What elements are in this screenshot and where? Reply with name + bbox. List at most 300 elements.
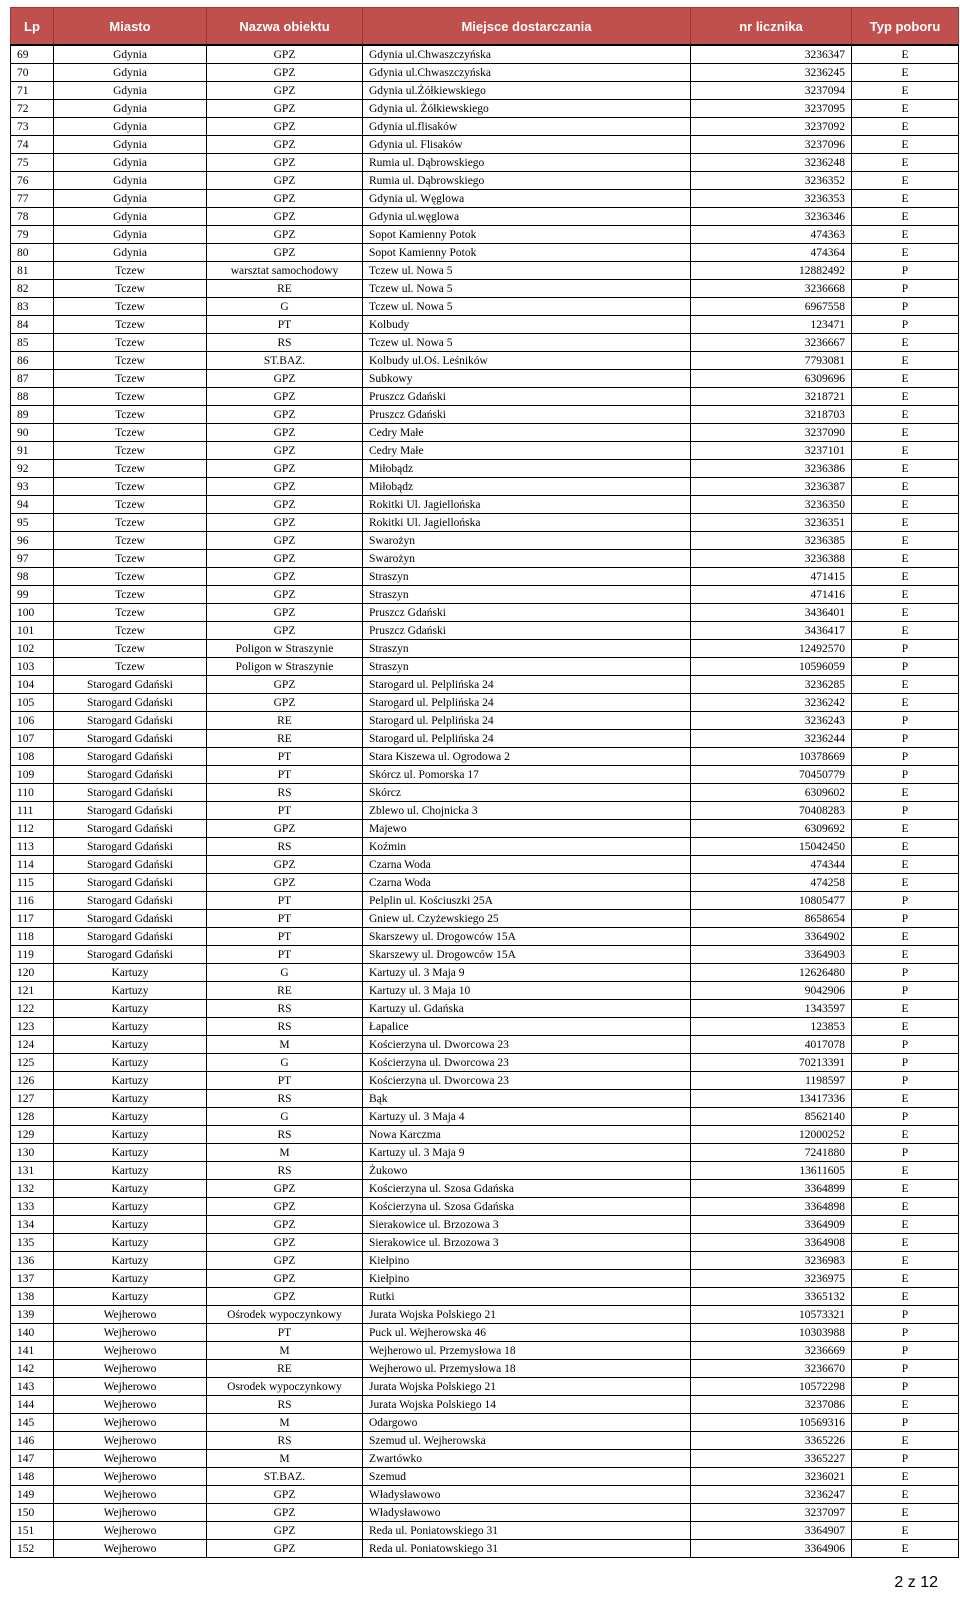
cell-nazwa-obiektu: PT [207, 892, 363, 910]
cell-lp: 146 [11, 1432, 54, 1450]
table-row [11, 208, 959, 226]
cell-nazwa-obiektu: PT [207, 748, 363, 766]
cell-miejsce-dostarczania: Pruszcz Gdański [363, 622, 691, 640]
cell-miasto: Tczew [54, 298, 207, 316]
cell-miasto: Tczew [54, 316, 207, 334]
cell-nr-licznika: 4017078 [691, 1036, 852, 1054]
table-row [11, 568, 959, 586]
cell-nr-licznika: 474364 [691, 244, 852, 262]
cell-nr-licznika: 6309602 [691, 784, 852, 802]
cell-nazwa-obiektu: GPZ [207, 64, 363, 82]
cell-nr-licznika: 3236285 [691, 676, 852, 694]
cell-lp: 152 [11, 1540, 54, 1558]
cell-typ-poboru: P [852, 1306, 959, 1324]
cell-miejsce-dostarczania: Koźmin [363, 838, 691, 856]
cell-typ-poboru: E [852, 1216, 959, 1234]
cell-nr-licznika: 3436417 [691, 622, 852, 640]
cell-typ-poboru: E [852, 946, 959, 964]
cell-lp: 115 [11, 874, 54, 892]
cell-nazwa-obiektu: GPZ [207, 604, 363, 622]
table-row [11, 1396, 959, 1414]
cell-nr-licznika: 9042906 [691, 982, 852, 1000]
cell-nazwa-obiektu: PT [207, 928, 363, 946]
cell-lp: 130 [11, 1144, 54, 1162]
cell-nazwa-obiektu: PT [207, 910, 363, 928]
cell-miasto: Starogard Gdański [54, 820, 207, 838]
cell-miejsce-dostarczania: Gniew ul. Czyżewskiego 25 [363, 910, 691, 928]
cell-typ-poboru: P [852, 262, 959, 280]
table-row [11, 1000, 959, 1018]
cell-lp: 109 [11, 766, 54, 784]
cell-lp: 127 [11, 1090, 54, 1108]
cell-nr-licznika: 8658654 [691, 910, 852, 928]
table-row [11, 136, 959, 154]
cell-miejsce-dostarczania: Kolbudy ul.Oś. Leśników [363, 352, 691, 370]
table-row [11, 388, 959, 406]
cell-nazwa-obiektu: GPZ [207, 1504, 363, 1522]
table-row [11, 748, 959, 766]
cell-typ-poboru: E [852, 1198, 959, 1216]
cell-nr-licznika: 3236670 [691, 1360, 852, 1378]
cell-lp: 129 [11, 1126, 54, 1144]
cell-nazwa-obiektu: GPZ [207, 244, 363, 262]
cell-miasto: Gdynia [54, 226, 207, 244]
cell-nazwa-obiektu: warsztat samochodowy [207, 262, 363, 280]
cell-miejsce-dostarczania: Straszyn [363, 568, 691, 586]
cell-nr-licznika: 3236350 [691, 496, 852, 514]
cell-miasto: Gdynia [54, 244, 207, 262]
cell-miejsce-dostarczania: Starogard ul. Pelplińska 24 [363, 712, 691, 730]
table-row [11, 586, 959, 604]
cell-nr-licznika: 3364908 [691, 1234, 852, 1252]
cell-typ-poboru: P [852, 1378, 959, 1396]
cell-typ-poboru: P [852, 1054, 959, 1072]
cell-nazwa-obiektu: GPZ [207, 424, 363, 442]
table-row [11, 1414, 959, 1432]
cell-lp: 141 [11, 1342, 54, 1360]
cell-typ-poboru: P [852, 1036, 959, 1054]
cell-lp: 86 [11, 352, 54, 370]
cell-typ-poboru: P [852, 1450, 959, 1468]
cell-miasto: Wejherowo [54, 1324, 207, 1342]
cell-lp: 82 [11, 280, 54, 298]
cell-nazwa-obiektu: GPZ [207, 154, 363, 172]
cell-miasto: Kartuzy [54, 1018, 207, 1036]
table-row [11, 1144, 959, 1162]
cell-nazwa-obiektu: GPZ [207, 208, 363, 226]
cell-nr-licznika: 3364898 [691, 1198, 852, 1216]
cell-typ-poboru: P [852, 1108, 959, 1126]
cell-miejsce-dostarczania: Swarożyn [363, 550, 691, 568]
cell-miejsce-dostarczania: Wejherowo ul. Przemysłowa 18 [363, 1342, 691, 1360]
cell-miejsce-dostarczania: Łapalice [363, 1018, 691, 1036]
cell-nr-licznika: 471416 [691, 586, 852, 604]
cell-lp: 80 [11, 244, 54, 262]
table-row [11, 856, 959, 874]
cell-typ-poboru: P [852, 280, 959, 298]
cell-nazwa-obiektu: ST.BAZ. [207, 352, 363, 370]
cell-miasto: Gdynia [54, 136, 207, 154]
cell-nr-licznika: 10596059 [691, 658, 852, 676]
cell-miejsce-dostarczania: Pelplin ul. Kościuszki 25A [363, 892, 691, 910]
cell-nazwa-obiektu: GPZ [207, 514, 363, 532]
cell-lp: 123 [11, 1018, 54, 1036]
cell-lp: 77 [11, 190, 54, 208]
cell-nazwa-obiektu: PT [207, 1324, 363, 1342]
table-row [11, 1126, 959, 1144]
cell-miasto: Starogard Gdański [54, 676, 207, 694]
cell-miasto: Kartuzy [54, 964, 207, 982]
cell-miasto: Starogard Gdański [54, 838, 207, 856]
cell-typ-poboru: E [852, 820, 959, 838]
cell-miasto: Tczew [54, 388, 207, 406]
cell-typ-poboru: E [852, 352, 959, 370]
cell-typ-poboru: P [852, 658, 959, 676]
cell-nr-licznika: 12626480 [691, 964, 852, 982]
cell-miejsce-dostarczania: Sopot Kamienny Potok [363, 226, 691, 244]
cell-lp: 138 [11, 1288, 54, 1306]
cell-nr-licznika: 3236242 [691, 694, 852, 712]
cell-typ-poboru: E [852, 622, 959, 640]
table-row [11, 514, 959, 532]
cell-typ-poboru: E [852, 856, 959, 874]
table-row [11, 946, 959, 964]
cell-lp: 79 [11, 226, 54, 244]
cell-nr-licznika: 3237095 [691, 100, 852, 118]
cell-lp: 84 [11, 316, 54, 334]
cell-typ-poboru: P [852, 316, 959, 334]
cell-typ-poboru: P [852, 730, 959, 748]
cell-nazwa-obiektu: GPZ [207, 1522, 363, 1540]
cell-lp: 139 [11, 1306, 54, 1324]
table-row [11, 1108, 959, 1126]
table-row [11, 892, 959, 910]
cell-nr-licznika: 123471 [691, 316, 852, 334]
cell-nazwa-obiektu: RS [207, 1018, 363, 1036]
cell-nr-licznika: 3236386 [691, 460, 852, 478]
cell-typ-poboru: E [852, 244, 959, 262]
cell-nazwa-obiektu: GPZ [207, 550, 363, 568]
cell-nr-licznika: 3236387 [691, 478, 852, 496]
cell-lp: 69 [11, 45, 54, 64]
cell-typ-poboru: P [852, 982, 959, 1000]
cell-miasto: Kartuzy [54, 1180, 207, 1198]
table-row [11, 766, 959, 784]
cell-nazwa-obiektu: M [207, 1144, 363, 1162]
cell-miejsce-dostarczania: Kościerzyna ul. Dworcowa 23 [363, 1054, 691, 1072]
table-row [11, 712, 959, 730]
cell-miejsce-dostarczania: Sierakowice ul. Brzozowa 3 [363, 1234, 691, 1252]
cell-nazwa-obiektu: RS [207, 1396, 363, 1414]
cell-nr-licznika: 3436401 [691, 604, 852, 622]
cell-lp: 71 [11, 82, 54, 100]
cell-nr-licznika: 3236245 [691, 64, 852, 82]
table-row [11, 1540, 959, 1558]
cell-nr-licznika: 474363 [691, 226, 852, 244]
cell-typ-poboru: E [852, 604, 959, 622]
cell-miejsce-dostarczania: Gdynia ul.flisaków [363, 118, 691, 136]
cell-miasto: Kartuzy [54, 1162, 207, 1180]
cell-nazwa-obiektu: GPZ [207, 676, 363, 694]
cell-miejsce-dostarczania: Cedry Małe [363, 424, 691, 442]
cell-miejsce-dostarczania: Kartuzy ul. 3 Maja 10 [363, 982, 691, 1000]
cell-typ-poboru: E [852, 172, 959, 190]
table-row [11, 838, 959, 856]
cell-nazwa-obiektu: GPZ [207, 100, 363, 118]
cell-lp: 121 [11, 982, 54, 1000]
cell-lp: 133 [11, 1198, 54, 1216]
cell-nr-licznika: 12000252 [691, 1126, 852, 1144]
table-row [11, 874, 959, 892]
cell-nr-licznika: 3365227 [691, 1450, 852, 1468]
cell-typ-poboru: E [852, 694, 959, 712]
cell-miasto: Wejherowo [54, 1306, 207, 1324]
cell-nazwa-obiektu: GPZ [207, 406, 363, 424]
cell-miejsce-dostarczania: Starogard ul. Pelplińska 24 [363, 676, 691, 694]
cell-miejsce-dostarczania: Skarszewy ul. Drogowców 15A [363, 946, 691, 964]
cell-typ-poboru: E [852, 496, 959, 514]
cell-miejsce-dostarczania: Majewo [363, 820, 691, 838]
cell-lp: 74 [11, 136, 54, 154]
cell-lp: 126 [11, 1072, 54, 1090]
cell-nazwa-obiektu: RS [207, 1090, 363, 1108]
table-row [11, 316, 959, 334]
cell-miasto: Tczew [54, 280, 207, 298]
cell-typ-poboru: E [852, 1504, 959, 1522]
table-row [11, 1234, 959, 1252]
table-row [11, 982, 959, 1000]
cell-lp: 131 [11, 1162, 54, 1180]
table-row [11, 1432, 959, 1450]
table-row [11, 1036, 959, 1054]
table-row [11, 1018, 959, 1036]
cell-lp: 93 [11, 478, 54, 496]
cell-typ-poboru: P [852, 748, 959, 766]
cell-lp: 151 [11, 1522, 54, 1540]
cell-typ-poboru: E [852, 1288, 959, 1306]
table-row [11, 352, 959, 370]
cell-nazwa-obiektu: GPZ [207, 1234, 363, 1252]
cell-miejsce-dostarczania: Wejherowo ul. Przemysłowa 18 [363, 1360, 691, 1378]
table-row [11, 550, 959, 568]
cell-lp: 107 [11, 730, 54, 748]
cell-miejsce-dostarczania: Starogard ul. Pelplińska 24 [363, 730, 691, 748]
cell-miasto: Wejherowo [54, 1432, 207, 1450]
cell-typ-poboru: P [852, 910, 959, 928]
table-row [11, 1522, 959, 1540]
cell-miejsce-dostarczania: Gdynia ul.węglowa [363, 208, 691, 226]
cell-miejsce-dostarczania: Puck ul. Wejherowska 46 [363, 1324, 691, 1342]
cell-nazwa-obiektu: GPZ [207, 874, 363, 892]
cell-miasto: Wejherowo [54, 1414, 207, 1432]
cell-typ-poboru: P [852, 1360, 959, 1378]
cell-lp: 78 [11, 208, 54, 226]
cell-nr-licznika: 3236667 [691, 334, 852, 352]
cell-lp: 89 [11, 406, 54, 424]
cell-nr-licznika: 3236351 [691, 514, 852, 532]
cell-miasto: Starogard Gdański [54, 928, 207, 946]
table-header-row [11, 8, 959, 46]
cell-lp: 99 [11, 586, 54, 604]
cell-lp: 143 [11, 1378, 54, 1396]
table-row [11, 928, 959, 946]
cell-nazwa-obiektu: G [207, 1108, 363, 1126]
cell-lp: 118 [11, 928, 54, 946]
cell-nr-licznika: 3237090 [691, 424, 852, 442]
cell-miasto: Kartuzy [54, 1090, 207, 1108]
table-row [11, 1288, 959, 1306]
cell-typ-poboru: E [852, 1270, 959, 1288]
cell-miejsce-dostarczania: Tczew ul. Nowa 5 [363, 280, 691, 298]
cell-nazwa-obiektu: GPZ [207, 1540, 363, 1558]
cell-lp: 73 [11, 118, 54, 136]
cell-lp: 125 [11, 1054, 54, 1072]
cell-miasto: Kartuzy [54, 1234, 207, 1252]
cell-miejsce-dostarczania: Rumia ul. Dąbrowskiego [363, 172, 691, 190]
cell-miejsce-dostarczania: Gdynia ul.Chwaszczyńska [363, 45, 691, 64]
table-row [11, 496, 959, 514]
cell-nazwa-obiektu: GPZ [207, 856, 363, 874]
cell-nr-licznika: 3237094 [691, 82, 852, 100]
cell-miejsce-dostarczania: Miłobądz [363, 460, 691, 478]
cell-nazwa-obiektu: RS [207, 784, 363, 802]
cell-lp: 113 [11, 838, 54, 856]
cell-typ-poboru: E [852, 1000, 959, 1018]
cell-nazwa-obiektu: G [207, 1054, 363, 1072]
cell-nr-licznika: 10805477 [691, 892, 852, 910]
cell-miasto: Wejherowo [54, 1522, 207, 1540]
table-row [11, 226, 959, 244]
cell-miasto: Tczew [54, 550, 207, 568]
table-row [11, 1270, 959, 1288]
cell-nr-licznika: 3236248 [691, 154, 852, 172]
table-row [11, 1324, 959, 1342]
cell-nr-licznika: 1343597 [691, 1000, 852, 1018]
cell-lp: 75 [11, 154, 54, 172]
table-row [11, 172, 959, 190]
document-sheet [10, 7, 958, 1558]
cell-nazwa-obiektu: GPZ [207, 136, 363, 154]
cell-nazwa-obiektu: GPZ [207, 1288, 363, 1306]
cell-typ-poboru: E [852, 1522, 959, 1540]
cell-nr-licznika: 3236669 [691, 1342, 852, 1360]
table-row [11, 1504, 959, 1522]
cell-nr-licznika: 12492570 [691, 640, 852, 658]
cell-typ-poboru: E [852, 1126, 959, 1144]
cell-miejsce-dostarczania: Pruszcz Gdański [363, 388, 691, 406]
cell-nazwa-obiektu: RE [207, 712, 363, 730]
cell-miejsce-dostarczania: Gdynia ul.Chwaszczyńska [363, 64, 691, 82]
cell-miasto: Tczew [54, 370, 207, 388]
cell-miasto: Kartuzy [54, 1126, 207, 1144]
cell-miejsce-dostarczania: Gdynia ul. Flisaków [363, 136, 691, 154]
cell-lp: 90 [11, 424, 54, 442]
cell-nazwa-obiektu: GPZ [207, 190, 363, 208]
cell-nr-licznika: 3237092 [691, 118, 852, 136]
cell-miejsce-dostarczania: Skórcz ul. Pomorska 17 [363, 766, 691, 784]
cell-nazwa-obiektu: GPZ [207, 82, 363, 100]
cell-nr-licznika: 3236243 [691, 712, 852, 730]
cell-lp: 128 [11, 1108, 54, 1126]
cell-miejsce-dostarczania: Sopot Kamienny Potok [363, 244, 691, 262]
cell-miasto: Starogard Gdański [54, 910, 207, 928]
cell-lp: 147 [11, 1450, 54, 1468]
cell-miasto: Gdynia [54, 64, 207, 82]
table-row [11, 694, 959, 712]
cell-typ-poboru: P [852, 298, 959, 316]
table-row [11, 964, 959, 982]
cell-typ-poboru: E [852, 874, 959, 892]
cell-typ-poboru: P [852, 1144, 959, 1162]
cell-miasto: Kartuzy [54, 1054, 207, 1072]
cell-miejsce-dostarczania: Kościerzyna ul. Dworcowa 23 [363, 1072, 691, 1090]
cell-typ-poboru: P [852, 892, 959, 910]
table-row [11, 45, 959, 64]
cell-typ-poboru: P [852, 1324, 959, 1342]
cell-nazwa-obiektu: RS [207, 838, 363, 856]
cell-lp: 112 [11, 820, 54, 838]
table-row [11, 730, 959, 748]
cell-miasto: Starogard Gdański [54, 712, 207, 730]
cell-lp: 122 [11, 1000, 54, 1018]
cell-miasto: Gdynia [54, 154, 207, 172]
cell-typ-poboru: E [852, 154, 959, 172]
cell-nazwa-obiektu: GPZ [207, 45, 363, 64]
cell-miejsce-dostarczania: Rokitki Ul. Jagiellońska [363, 514, 691, 532]
cell-typ-poboru: E [852, 1018, 959, 1036]
cell-miejsce-dostarczania: Straszyn [363, 658, 691, 676]
cell-miasto: Tczew [54, 460, 207, 478]
cell-nazwa-obiektu: GPZ [207, 118, 363, 136]
cell-typ-poboru: E [852, 532, 959, 550]
cell-nazwa-obiektu: RS [207, 1432, 363, 1450]
cell-nazwa-obiektu: GPZ [207, 1486, 363, 1504]
cell-nazwa-obiektu: RE [207, 280, 363, 298]
cell-nr-licznika: 3218721 [691, 388, 852, 406]
cell-miasto: Kartuzy [54, 1270, 207, 1288]
cell-typ-poboru: E [852, 1090, 959, 1108]
cell-typ-poboru: E [852, 334, 959, 352]
cell-lp: 142 [11, 1360, 54, 1378]
cell-typ-poboru: E [852, 100, 959, 118]
cell-miasto: Tczew [54, 442, 207, 460]
cell-nazwa-obiektu: GPZ [207, 1252, 363, 1270]
cell-typ-poboru: E [852, 478, 959, 496]
cell-lp: 92 [11, 460, 54, 478]
cell-typ-poboru: E [852, 136, 959, 154]
cell-miasto: Tczew [54, 514, 207, 532]
cell-miasto: Gdynia [54, 100, 207, 118]
cell-nr-licznika: 123853 [691, 1018, 852, 1036]
cell-miasto: Tczew [54, 262, 207, 280]
cell-typ-poboru: P [852, 964, 959, 982]
cell-typ-poboru: E [852, 442, 959, 460]
cell-nazwa-obiektu: GPZ [207, 388, 363, 406]
table-row [11, 1486, 959, 1504]
cell-nr-licznika: 3236244 [691, 730, 852, 748]
cell-miasto: Gdynia [54, 82, 207, 100]
table-row [11, 190, 959, 208]
cell-typ-poboru: E [852, 568, 959, 586]
cell-nazwa-obiektu: GPZ [207, 1216, 363, 1234]
cell-typ-poboru: P [852, 640, 959, 658]
cell-nazwa-obiektu: GPZ [207, 694, 363, 712]
cell-typ-poboru: P [852, 802, 959, 820]
cell-miejsce-dostarczania: Szemud ul. Wejherowska [363, 1432, 691, 1450]
cell-miejsce-dostarczania: Władysławowo [363, 1486, 691, 1504]
cell-typ-poboru: E [852, 190, 959, 208]
cell-miasto: Starogard Gdański [54, 748, 207, 766]
